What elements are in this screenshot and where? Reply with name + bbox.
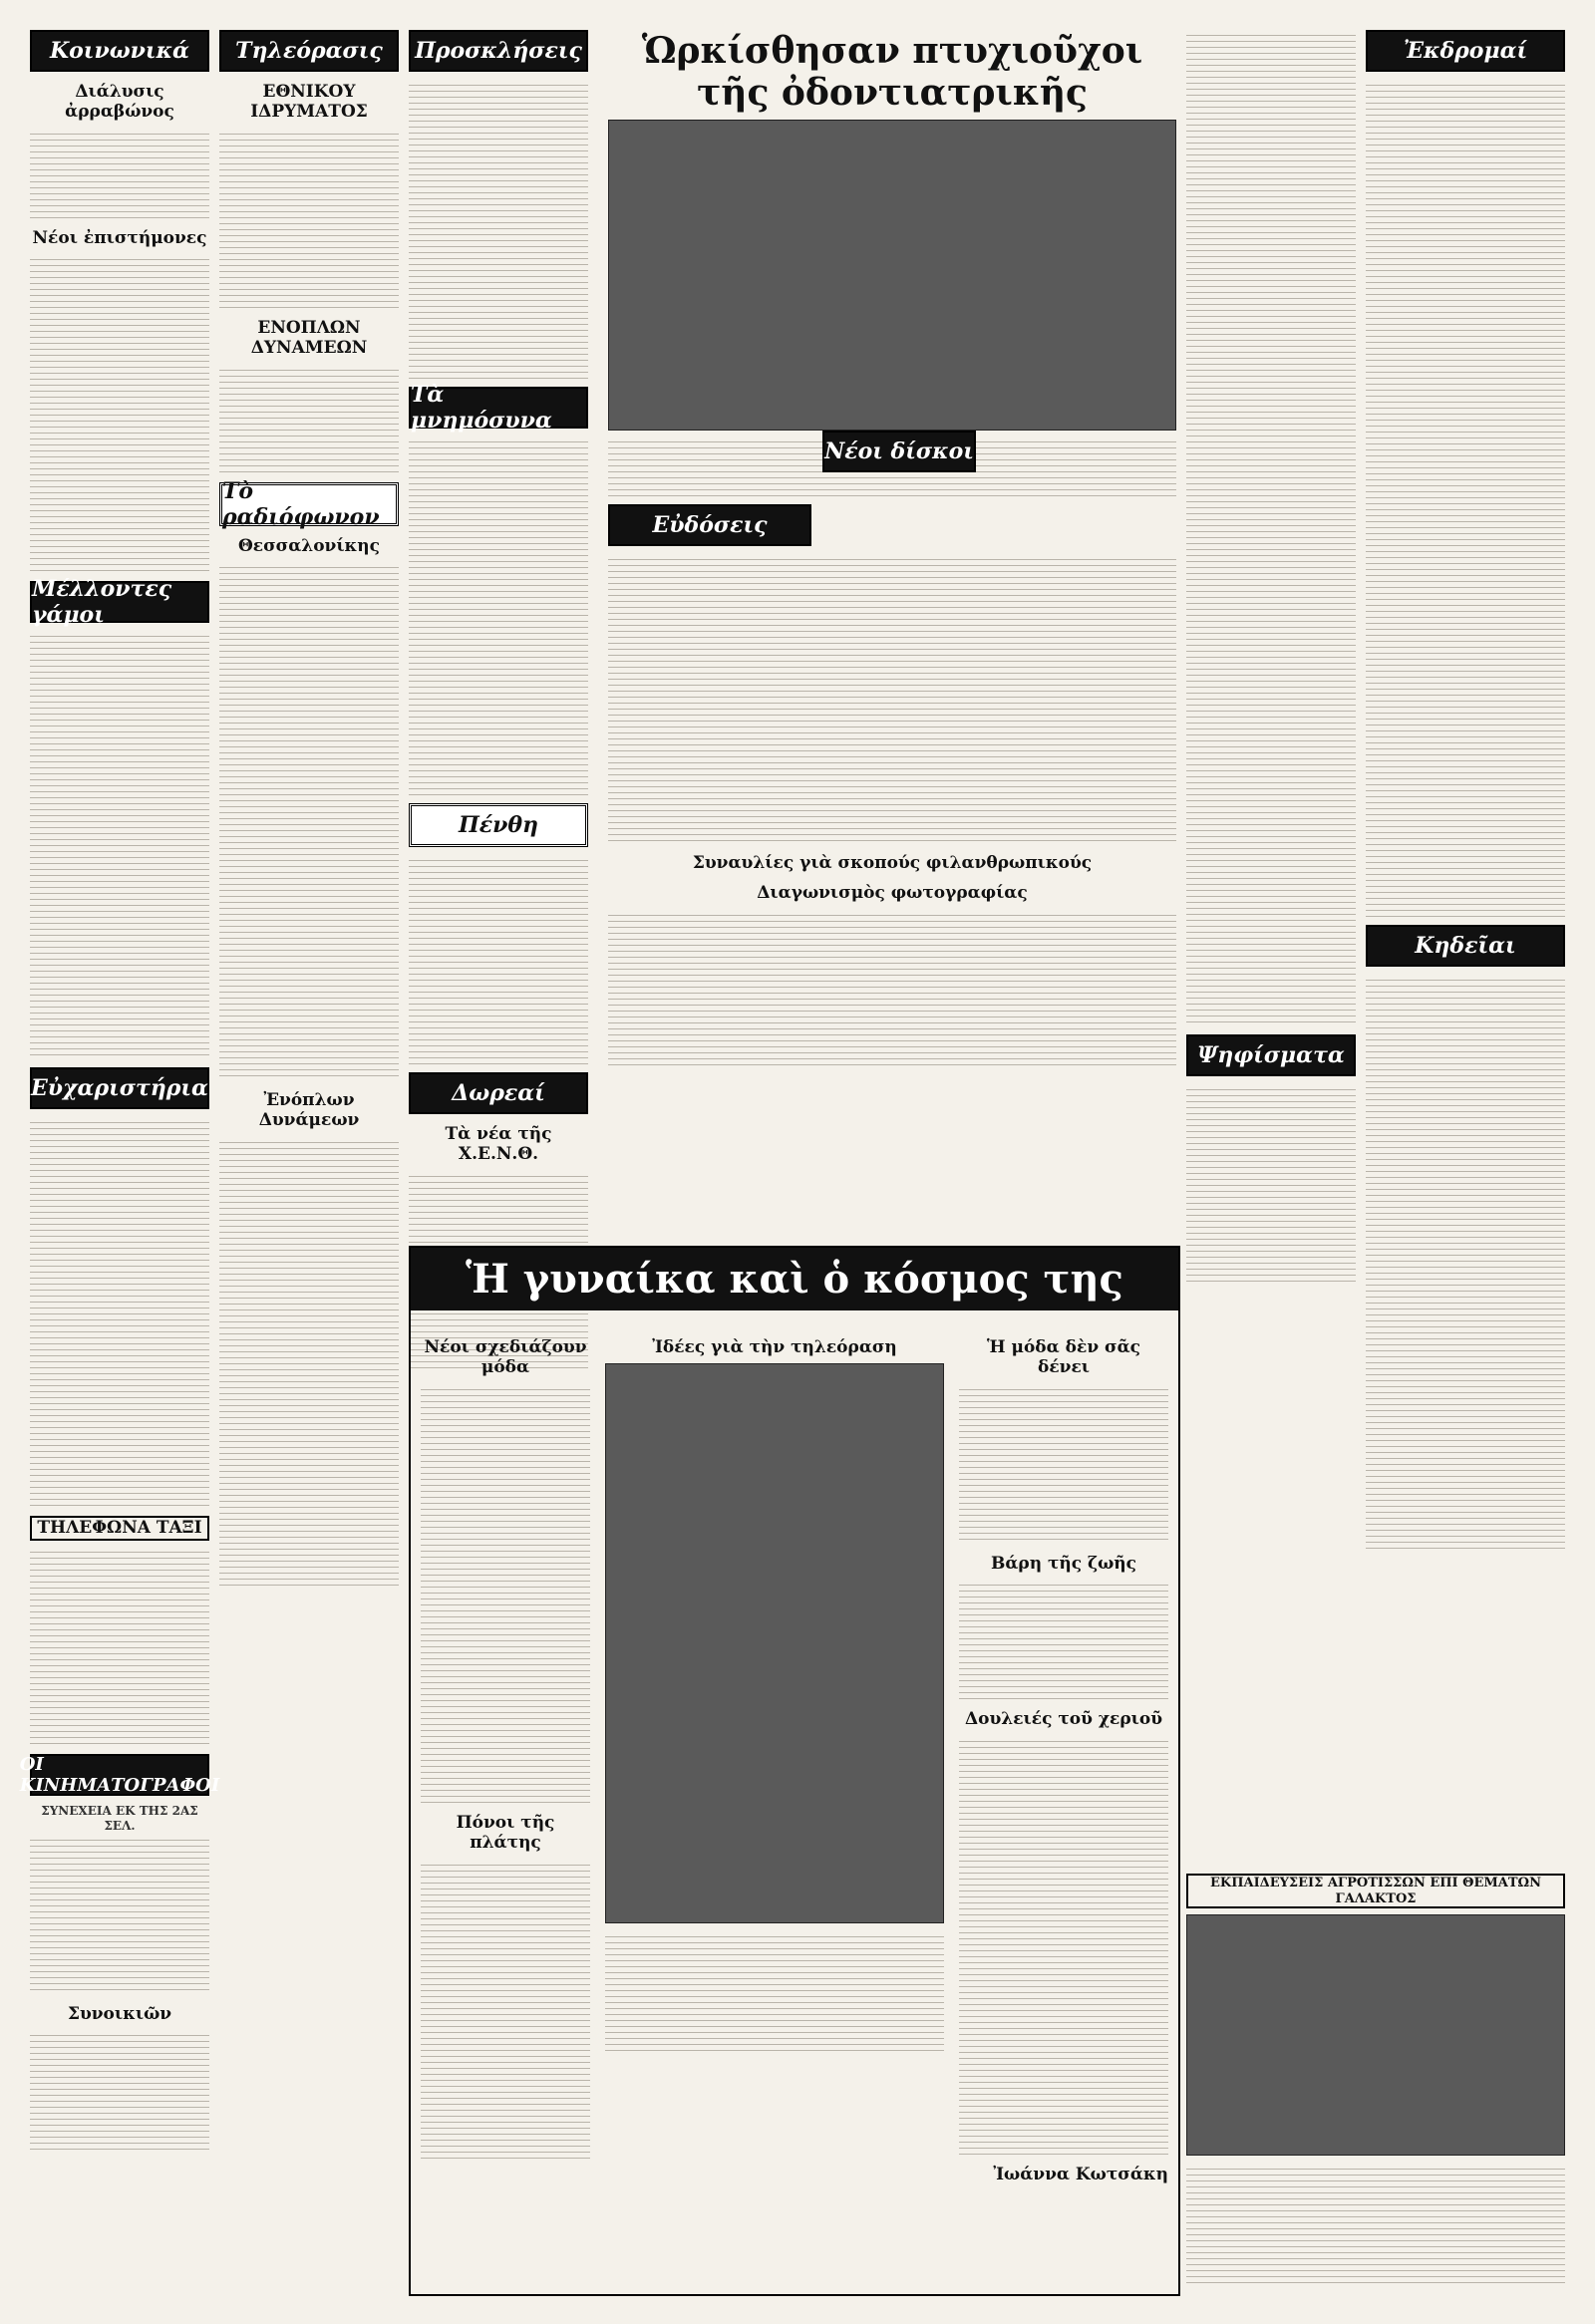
band-kideiai: Κηδεῖαι bbox=[1366, 925, 1565, 967]
text-block bbox=[30, 1117, 209, 1506]
center-top bbox=[608, 30, 1176, 1077]
text-block bbox=[1186, 1084, 1356, 1284]
feature-pains: Πόνοι τῆς πλάτης bbox=[456, 1812, 555, 1854]
women-photo bbox=[1186, 1914, 1565, 2156]
sub-thessalonikis: Θεσσαλονίκης bbox=[237, 535, 381, 556]
text-block bbox=[959, 1384, 1168, 1544]
cinema-sub: ΣΥΝΕΧΕΙΑ ΕΚ ΤΗΣ 2ΑΣ ΣΕΛ. bbox=[41, 1803, 198, 1834]
band-ekdromai: Ἐκδρομαί bbox=[1366, 30, 1565, 72]
feature-mode: Ἡ μόδα δὲν σᾶς δένει bbox=[987, 1337, 1140, 1378]
text-block bbox=[1186, 30, 1356, 1026]
feature-new: Νέοι σχεδιάζουν μόδα bbox=[424, 1337, 587, 1378]
newspaper-page bbox=[19, 30, 1565, 2294]
band-cinemas: ΟΙ ΚΙΝΗΜΑΤΟΓΡΑΦΟΙ bbox=[19, 1753, 220, 1796]
text-block bbox=[421, 1384, 590, 1803]
sub-xenth: Τὰ νέα τῆς Χ.Ε.Ν.Θ. bbox=[445, 1124, 552, 1165]
feature-col1 bbox=[421, 1327, 590, 2167]
text-block bbox=[30, 2030, 209, 2150]
text-block bbox=[421, 1860, 590, 2159]
text-block bbox=[219, 365, 399, 474]
byline: Ἰωάννα Κωτσάκη bbox=[993, 2164, 1168, 2184]
sub-ethnikou: ΕΘΝΙΚΟΥ ΙΔΡΥΜΑΤΟΣ bbox=[250, 82, 368, 123]
band-koinonika: Κοινωνικά bbox=[30, 30, 209, 72]
sub-suburbs: Συνοικιῶν bbox=[67, 2003, 172, 2024]
text-block bbox=[30, 254, 209, 573]
sub-enoplon-radio: Ἐνόπλων Δυνάμεων bbox=[258, 1089, 360, 1131]
band-dorea: Δωρεαί bbox=[409, 1072, 588, 1114]
band-penthi: Πένθη bbox=[409, 803, 588, 847]
feature-col2 bbox=[605, 1327, 944, 2059]
text-block bbox=[219, 562, 399, 1080]
text-block bbox=[219, 129, 399, 308]
text-block bbox=[608, 554, 1176, 843]
feature-title: Ἡ γυναίκα καὶ ὁ κόσμος της bbox=[411, 1248, 1178, 1310]
column-right bbox=[1366, 30, 1565, 1561]
text-block bbox=[1186, 2164, 1565, 2283]
feature-weights: Βάρη τῆς ζωῆς bbox=[990, 1553, 1137, 1574]
band-radio: Τὸ ραδιόφωνον bbox=[219, 482, 399, 526]
head-typhl: Διαγωνισμὸς φωτογραφίας bbox=[757, 883, 1028, 904]
feature-work: Δουλειές τοῦ χεριοῦ bbox=[964, 1709, 1163, 1730]
fashion-photo bbox=[605, 1363, 944, 1923]
text-block bbox=[1366, 975, 1565, 1553]
bottom-photo-block bbox=[1186, 1864, 1565, 2291]
band-eydoseis: Εὐδόσεις bbox=[608, 504, 811, 546]
band-tileorasis: Τηλεόρασις bbox=[219, 30, 399, 72]
text-block bbox=[30, 1547, 209, 1746]
dentistry-photo bbox=[608, 120, 1176, 431]
band-ypsifismata: Ψηφίσματα bbox=[1186, 1034, 1356, 1076]
text-block bbox=[959, 1736, 1168, 2155]
text-block bbox=[409, 436, 588, 795]
text-block bbox=[409, 855, 588, 1064]
band-mellontes: Μέλλοντες γάμοι bbox=[30, 581, 209, 623]
column-broadcast bbox=[219, 30, 399, 1594]
band-eyxaristiria: Εὐχαριστήρια bbox=[30, 1067, 209, 1109]
women-feature-box bbox=[409, 1246, 1180, 2296]
head-synaulies: Συναυλίες γιὰ σκοπούς φιλανθρωπικούς bbox=[692, 853, 1093, 873]
text-block bbox=[608, 910, 1176, 1069]
text-block bbox=[30, 129, 209, 218]
text-block bbox=[30, 631, 209, 1059]
band-mnimosyna: Τὰ μνημόσυνα bbox=[409, 387, 588, 429]
column-notices bbox=[409, 30, 588, 1378]
text-block bbox=[30, 1835, 209, 1994]
title-dentistry: Ὡρκίσθησαν πτυχιοῦχοι τῆς ὀδοντιατρικῆς bbox=[641, 30, 1143, 114]
taxi-title: ΤΗΛΕΦΩΝΑ ΤΑΞΙ bbox=[30, 1516, 209, 1540]
sub-enoplon: ΕΝΟΠΛΩΝ ΔΥΝΑΜΕΩΝ bbox=[250, 317, 368, 359]
text-block bbox=[959, 1580, 1168, 1699]
text-block bbox=[1366, 80, 1565, 917]
feature-col3 bbox=[959, 1327, 1168, 2190]
photo-head: ΕΚΠΑΙΔΕΥΣΕΙΣ ΑΓΡΟΤΙΣΣΩΝ ΕΠΙ ΘΕΜΑΤΩΝ ΓΑΛΑΚΤΟΣ bbox=[1186, 1874, 1565, 1908]
text-block bbox=[409, 80, 588, 379]
text-block bbox=[219, 1137, 399, 1586]
band-prosklisis: Προσκλήσεις bbox=[409, 30, 588, 72]
sub-neoi: Νέοι ἐπιστήμονες bbox=[32, 227, 207, 248]
feature-ideas: Ἰδέες γιὰ τὴν τηλεόραση bbox=[652, 1337, 897, 1357]
column-society bbox=[19, 30, 220, 2158]
sub-dialysis: Διάλυσις ἀρραβώνος bbox=[65, 82, 174, 123]
text-block bbox=[605, 1931, 944, 2051]
band-discs: Νέοι δίσκοι bbox=[822, 431, 976, 472]
column-center-right bbox=[1186, 30, 1356, 1292]
